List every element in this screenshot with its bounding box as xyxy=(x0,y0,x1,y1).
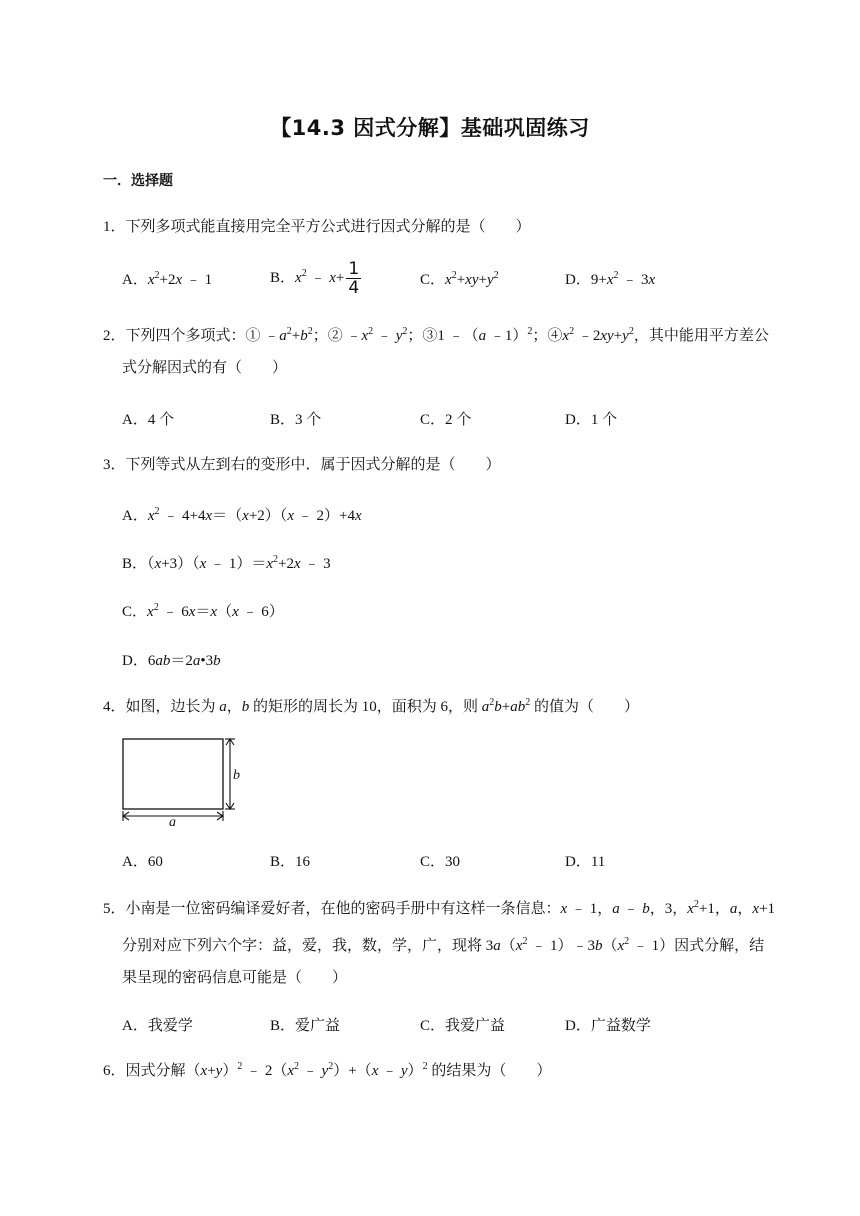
option-a: A．$x^2+2x$ ﹣ 1 xyxy=(122,270,213,288)
option-c: C．$x^2+xy+y^2$ xyxy=(420,270,499,288)
option-d: D．广益数学 xyxy=(565,1018,651,1034)
question-1-stem: 1．下列多项式能直接用完全平方公式进行因式分解的是（ ） xyxy=(103,219,531,235)
question-4-stem: 4．如图，边长为 a，b 的矩形的周长为 10，面积为 6，则 $a^2b+ab^2$ 的值为（ ） xyxy=(103,697,640,715)
option-b: B．$x^2$ ﹣ x+ $\frac{1}{4}$ xyxy=(270,259,360,298)
question-3-option-b: B．（x+3）（x ﹣ $1)=x^2+2x$ ﹣ 3 xyxy=(122,554,331,572)
option-d: D．$9+x^2$ ﹣ 3x xyxy=(565,270,656,288)
question-5-stem-line3: 果呈现的密码信息可能是（ ） xyxy=(122,970,348,986)
page-title: 【14.3 因式分解】基础巩固练习 xyxy=(270,116,590,140)
question-3-option-c: C．$x^2$ ﹣ 6x＝x（x ﹣ 6） xyxy=(122,602,284,620)
question-5-stem-line2: 分别对应下列六个字：益，爱，我，数，学，广，现将 $3a(x^2$ ﹣ $1)﹣3b(x^2$ ﹣ 1）因式分解，结 xyxy=(122,936,765,954)
rectangle-figure xyxy=(118,734,248,829)
question-3-stem: 3．下列等式从左到右的变形中．属于因式分解的是（ ） xyxy=(103,457,501,473)
question-2-stem-line1: 2．下列四个多项式：① $﹣a^2+b^2$；② $﹣x^2$ ﹣ $y^2$；③1 ﹣（a ﹣1）$^2$；$④x^2$ $﹣2xy+y^2$，其中能用平方差公 xyxy=(103,326,769,344)
question-5-stem-line1: 5．小南是一位密码编译爱好者，在他的密码手册中有这样一条信息：x ﹣ 1，a ﹣ b，3，$x^2+1$，a，x+1 xyxy=(103,899,776,917)
question-3-option-d: D．6ab＝2a•3b xyxy=(122,653,221,669)
section-heading: 一．选择题 xyxy=(103,173,173,189)
label-a: a xyxy=(169,815,176,829)
question-3-option-a: A．$x^2$ ﹣ 4+4x＝（x+2）（x ﹣ 2）+4x xyxy=(122,506,362,524)
option-b: B．3 个 xyxy=(270,412,322,428)
option-c: C．30 xyxy=(420,854,461,870)
option-a: A．我爱学 xyxy=(122,1018,193,1034)
option-b: B．16 xyxy=(270,854,311,870)
question-6-stem: 6．因式分解$(x+y)^2$ ﹣ $2(x^2$ ﹣ $y^2)+(x$ ﹣ y）$^2$ 的结果为（ ） xyxy=(103,1061,552,1079)
rectangle-shape xyxy=(123,739,223,809)
option-a: A．4 个 xyxy=(122,412,175,428)
option-d: D．11 xyxy=(565,854,606,870)
question-2-stem-line2: 式分解因式的有（ ） xyxy=(122,360,288,376)
option-a: A．60 xyxy=(122,854,163,870)
option-c: C．我爱广益 xyxy=(420,1018,506,1034)
option-b: B．爱广益 xyxy=(270,1018,341,1034)
label-b: b xyxy=(233,768,240,783)
fraction-one-quarter: $\frac{1}{4}$ xyxy=(348,259,360,298)
option-d: D．1 个 xyxy=(565,412,618,428)
option-c: C．2 个 xyxy=(420,412,472,428)
